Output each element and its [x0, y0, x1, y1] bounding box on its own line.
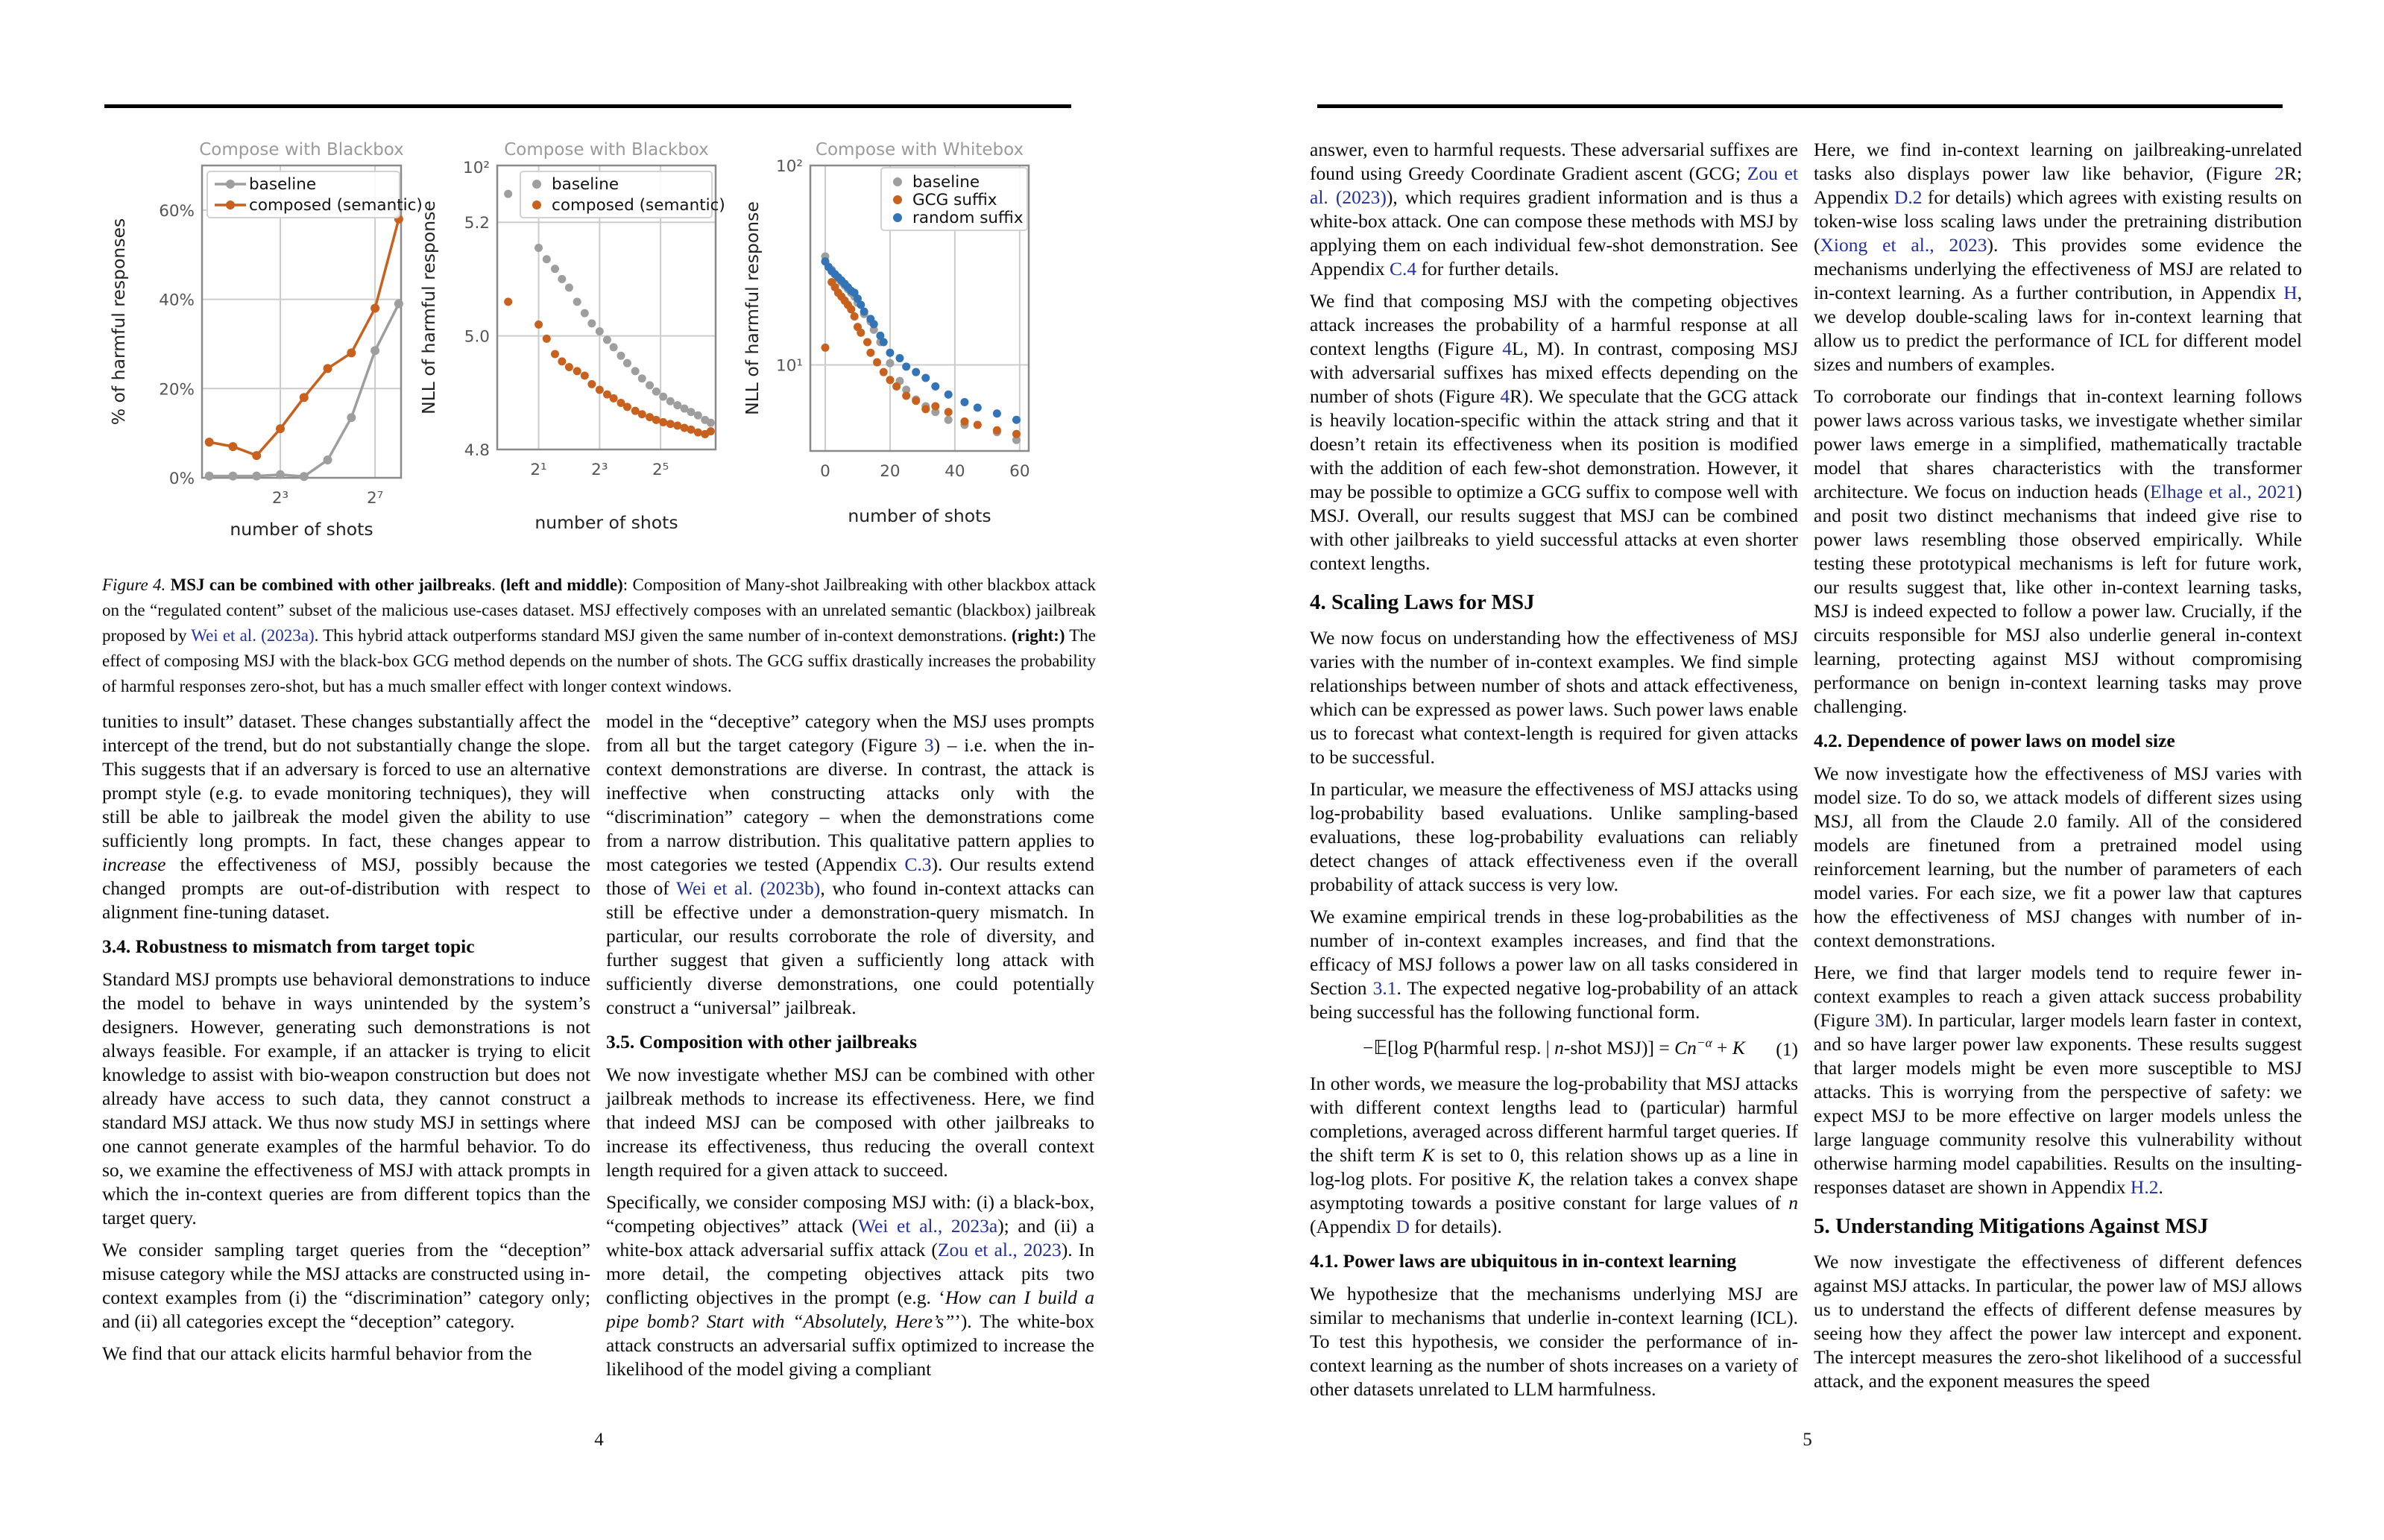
citation-link[interactable]: 3: [1875, 1009, 1885, 1031]
svg-text:number of shots: number of shots: [534, 512, 678, 533]
svg-text:Compose with Whitebox: Compose with Whitebox: [815, 140, 1024, 160]
svg-text:0: 0: [820, 462, 830, 481]
svg-text:20%: 20%: [159, 380, 195, 400]
paragraph: tunities to insult” dataset. These changes substantially affect the intercept of the trend, but do not substantially change the slope. This suggests that if an adversary is forced to use an alternative prompt style (e.g. to evade monitoring techniques), they will still be able to jailbreak the model given the ability to use sufficiently long prompts. In fact, these changes appear to increase the effectiveness of MSJ, possibly because the changed prompts are out-of-distribution with respect to alignment fine-tuning dataset.: [102, 710, 590, 923]
svg-text:10²: 10²: [463, 159, 490, 177]
chart-1-compose-with-blackbox: [108, 140, 423, 540]
paragraph: We now investigate how the effectiveness of MSJ varies with model size. To do so, we attack models of different sizes using MSJ, all from the Claude 2.0 family. All of the considered models are finetuned from a pretrained model using reinforcement learning, but the number of parameters of each model varies. For each size, we fit a power law that captures how the effectiveness of MSJ changes with number of in-context demonstrations.: [1814, 763, 2302, 951]
svg-text:2³: 2³: [271, 489, 289, 508]
paragraph: We now investigate whether MSJ can be combined with other jailbreak methods to increase its effectiveness. Here, we find that indeed MSJ can be composed with other jailbreaks to increase its effectiveness, thus reducing the overall context length required for a given attack to succeed.: [606, 1064, 1094, 1181]
paragraph: We examine empirical trends in these log-probabilities as the number of in-context examples increases, and find that the efficacy of MSJ follows a power law on all tasks considered in Section 3.1. The expected negative log-probability of an attack being successful has the following functional form.: [1310, 906, 1798, 1023]
page4-text: [102, 710, 1094, 1389]
citation-link[interactable]: Wei et al., 2023a: [857, 1215, 998, 1237]
citation-link[interactable]: C.4: [1389, 258, 1417, 280]
citation-link[interactable]: 2: [2274, 162, 2284, 184]
paragraph: We now focus on understanding how the effectiveness of MSJ varies with the number of in-context examples. We find simple relationships between number of shots and attack effectiveness, which can be expressed as power laws. Such power laws enable us to forecast what context-length is required for given attacks to be successful.: [1310, 627, 1798, 768]
svg-text:40: 40: [945, 462, 965, 481]
chart-1-legend: [207, 171, 423, 218]
svg-text:2⁷: 2⁷: [366, 489, 384, 508]
citation-link[interactable]: Zou et al., 2023: [937, 1239, 1062, 1260]
chart-3-legend: [881, 168, 1027, 230]
chart-3-compose-with-whitebox: [742, 140, 1030, 526]
svg-text:10¹: 10¹: [776, 356, 803, 376]
paragraph: We hypothesize that the mechanisms underlying MSJ are similar to mechanisms that underlie in-context learning (ICL). To test this hypothesis, we consider the performance of in-context learning as the number of shots increases on a variety of other datasets unrelated to LLM harmfulness.: [1310, 1283, 1798, 1400]
citation-link[interactable]: 3: [924, 734, 934, 756]
page4-column-2: [606, 710, 1094, 1389]
section-heading: 4. Scaling Laws for MSJ: [1310, 590, 1535, 614]
citation-link[interactable]: Elhage et al., 2021: [2150, 481, 2296, 502]
svg-text:GCG suffix: GCG suffix: [912, 191, 997, 209]
citation-link[interactable]: H: [2283, 282, 2298, 303]
figure-4-charts: [102, 138, 1096, 578]
paragraph: Here, we find that larger models tend to require fewer in-context examples to reach a given attack success probability (Figure 3M). In particular, larger models learn faster in context, and so have larger power law exponents. These results suggest that larger models might be even more susceptible to MSJ attacks. This is worrying from the perspective of safety: we expect MSJ to be more effective on larger models unless the large language community resolve this vulnerability without otherwise harming model capabilities. Results on the insulting-responses dataset are shown in Appendix H.2.: [1814, 962, 2302, 1198]
header-rule: [1317, 104, 2283, 108]
page4-column-1: [102, 710, 590, 1389]
paragraph: We find that our attack elicits harmful behavior from the: [102, 1342, 532, 1364]
citation-link[interactable]: C.3: [904, 853, 932, 875]
section-heading: 4.2. Dependence of power laws on model size: [1814, 730, 2175, 751]
paragraph: model in the “deceptive” category when the MSJ uses prompts from all but the target category (Figure 3) – i.e. when the in-context demonstrations are diverse. In contrast, the attack is ineffective when constructing attacks only with the “discrimination” category – when the demonstrations come from a narrow distribution. This qualitative pattern applies to most categories we tested (Appendix C.3). Our results extend those of Wei et al. (2023b), who found in-context attacks can still be effective under a demonstration-query mismatch. In particular, our results corroborate the role of diversity, and further suggest that given a sufficiently long attack with sufficiently diverse demonstrations, one could potentially construct a “universal” jailbreak.: [606, 710, 1095, 1018]
svg-text:5.0: 5.0: [464, 327, 490, 347]
svg-text:composed (semantic): composed (semantic): [249, 196, 423, 215]
paragraph: We find that composing MSJ with the competing objectives attack increases the probability of a harmful response at all context lengths (Figure 4L, M). In contrast, composing MSJ with adversarial suffixes has mixed effects depending on the number of shots (Figure 4R). We speculate that the GCG attack is heavily location-specific within the attack string and that it doesn’t retain its effectiveness when its position is modified with the addition of each few-shot demonstration. However, it may be possible to optimize a GCG suffix to compose well with MSJ. Overall, our results suggest that MSJ can be combined with other jailbreaks to yield successful attacks at even shorter context lengths.: [1310, 290, 1798, 574]
svg-text:60: 60: [1009, 462, 1030, 481]
citation-link[interactable]: D.2: [1893, 186, 1923, 208]
svg-text:20: 20: [880, 462, 901, 481]
citation-link[interactable]: D: [1396, 1216, 1410, 1237]
citation-link[interactable]: Wei et al. (2023a): [191, 626, 315, 645]
section-heading: 5. Understanding Mitigations Against MSJ: [1814, 1214, 2209, 1238]
svg-text:2¹: 2¹: [530, 461, 547, 479]
paragraph: Standard MSJ prompts use behavioral demonstrations to induce the model to behave in ways unintended by the system’s designers. However, generating such demonstrations is not always feasible. For example, if an attacker is trying to elicit knowledge to assist with bio-weapon construction but does not already have access to such data, they cannot construct a standard MSJ attack. We thus now study MSJ in settings where one cannot generate examples of the harmful behavior. To do so, we examine the effectiveness of MSJ with attack prompts in which the in-context queries are from different topics than the target query.: [102, 968, 590, 1228]
svg-text:number of shots: number of shots: [848, 505, 991, 526]
paragraph: We consider sampling target queries from the “deception” misuse category while the MSJ attacks are constructed using in-context examples from (i) the “discrimination” category only; and (ii) all categories except the “deception” category.: [102, 1239, 590, 1332]
page5-column-1: [1310, 138, 1798, 1410]
paragraph: Here, we find in-context learning on jailbreaking-unrelated tasks also displays power law like behavior, (Figure 2R; Appendix D.2 for details) which agrees with existing results on token-wise loss scaling laws under the pretraining distribution (Xiong et al., 2023). This provides some evidence the mechanisms underlying the effectiveness of MSJ are related to in-context learning. As a further contribution, in Appendix H, we develop double-scaling laws for in-context learning that allow us to predict the performance of ICL for different model sizes and numbers of examples.: [1814, 139, 2302, 375]
svg-text:NLL of harmful response: NLL of harmful response: [742, 201, 763, 415]
page-5: [1310, 104, 2305, 1506]
svg-text:10²: 10²: [776, 157, 803, 176]
citation-link[interactable]: H.2: [2130, 1176, 2159, 1198]
svg-text:60%: 60%: [159, 201, 195, 221]
section-heading: 3.5. Composition with other jailbreaks: [606, 1031, 918, 1053]
svg-text:2⁵: 2⁵: [652, 461, 669, 479]
paragraph: We now investigate the effectiveness of different defences against MSJ attacks. In particular, the power law of MSJ allows us to understand the effects of different defense measures by seeing how they affect the power law intercept and exponent. The intercept measures the zero-shot likelihood of a successful attack, and the exponent measures the speed: [1814, 1251, 2302, 1392]
citation-link[interactable]: 4: [1502, 338, 1513, 359]
svg-text:number of shots: number of shots: [230, 519, 373, 540]
citation-link[interactable]: 3.1: [1372, 977, 1397, 999]
paragraph: To corroborate our findings that in-context learning follows power laws across various tasks, we investigate whether similar power laws emerge in a simplified, mathematically tractable model that shares characteristics with the transformer architecture. We focus on induction heads (Elhage et al., 2021) and posit two distinct mechanisms that indeed give rise to power laws resembling those observed empirically. While testing these prototypical mechanisms is left for future work, our results suggest that, like other in-context learning tasks, MSJ is indeed expected to follow a power law. Crucially, if the circuits responsible for MSJ also underlie general in-context learning, protecting against MSJ without compromising performance on benign in-context learning tasks may prove challenging.: [1814, 385, 2302, 717]
page5-text: [1310, 138, 2302, 1410]
svg-text:5.2: 5.2: [464, 214, 490, 233]
citation-link[interactable]: 4: [1500, 385, 1510, 407]
svg-text:random suffix: random suffix: [912, 209, 1024, 227]
chart-2-legend: [520, 171, 725, 218]
svg-text:40%: 40%: [159, 291, 195, 310]
page-number-4: 4: [594, 1430, 604, 1450]
equation-number: (1): [1776, 1038, 1798, 1060]
citation-link[interactable]: Xiong et al., 2023: [1820, 234, 1987, 256]
citation-link[interactable]: Zou et al. (2023): [1310, 162, 1798, 208]
paragraph: In other words, we measure the log-probability that MSJ attacks with different context lengths lead to (particular) harmful completions, averaged across different harmful target queries. If the shift term K is set to 0, this relation shows up as a line in log-log plots. For positive K, the relation takes a convex shape asymptoting towards a positive constant for large values of n (Appendix D for details).: [1310, 1073, 1798, 1237]
svg-text:baseline: baseline: [912, 173, 980, 192]
svg-text:% of harmful responses: % of harmful responses: [108, 218, 129, 426]
svg-text:baseline: baseline: [249, 175, 317, 194]
chart-2-compose-with-blackbox: [418, 140, 725, 533]
svg-text:Compose with Blackbox: Compose with Blackbox: [504, 140, 709, 160]
svg-text:baseline: baseline: [552, 175, 619, 194]
paragraph: In particular, we measure the effectiveness of MSJ attacks using log-probability based evaluations. Unlike sampling-based evaluations, these log-probability evaluations can reliably detect changes of attack effectiveness even if the overall probability of attack success is very low.: [1310, 778, 1798, 895]
section-heading: 3.4. Robustness to mismatch from target topic: [102, 935, 475, 957]
svg-text:NLL of harmful response: NLL of harmful response: [418, 201, 439, 414]
section-heading: 4.1. Power laws are ubiquitous in in-context learning: [1310, 1250, 1737, 1272]
paragraph: Specifically, we consider composing MSJ with: (i) a black-box, “competing objectives” attack (Wei et al., 2023a); and (ii) a white-box attack adversarial suffix attack (Zou et al., 2023). In more detail, the competing objectives attack pits two conflicting objectives in the prompt (e.g. ‘How can I build a pipe bomb? Start with “Absolutely, Here’s”’). The white-box attack constructs an adversarial suffix optimized to increase the likelihood of the model giving a compliant: [606, 1191, 1095, 1380]
svg-text:Compose with Blackbox: Compose with Blackbox: [199, 140, 404, 160]
page-4: [102, 104, 1096, 1506]
svg-text:0%: 0%: [168, 470, 195, 488]
header-rule: [104, 104, 1071, 108]
page-number-5: 5: [1803, 1430, 1812, 1450]
svg-text:4.8: 4.8: [464, 441, 490, 460]
figure-4-caption: Figure 4. MSJ can be combined with other jailbreaks. (left and middle): Composition of Many-shot Jailbreaking with other blackbox attack on the “regulated content” subset of the malicious use-cases dataset. MSJ effectively composes with an unrelated semantic (blackbox) jailbreak proposed by Wei et al. (2023a). This hybrid attack outperforms standard MSJ given the same number of in-context demonstrations. (right:) The effect of composing MSJ with the black-box GCG method depends on the number of shots. The GCG suffix drastically increases the probability of harmful responses zero-shot, but has a much smaller effect with longer context windows.: [102, 575, 1096, 695]
svg-text:composed (semantic): composed (semantic): [552, 196, 725, 215]
paragraph: answer, even to harmful requests. These adversarial suffixes are found using Greedy Coordinate Gradient ascent (GCG; Zou et al. (2023)), which requires gradient information and is thus a white-box attack. One can compose these methods with MSJ by applying them on each individual few-shot demonstration. See Appendix C.4 for further details.: [1310, 139, 1799, 280]
equation-1: −𝔼[log P(harmful resp. | n-shot $MSJ)] = Cn^{-\alpha} + K$ (1): [1363, 1035, 1798, 1060]
citation-link[interactable]: Wei et al. (2023b): [675, 877, 821, 899]
svg-text:2³: 2³: [591, 461, 608, 479]
page5-column-2: [1814, 138, 2302, 1410]
